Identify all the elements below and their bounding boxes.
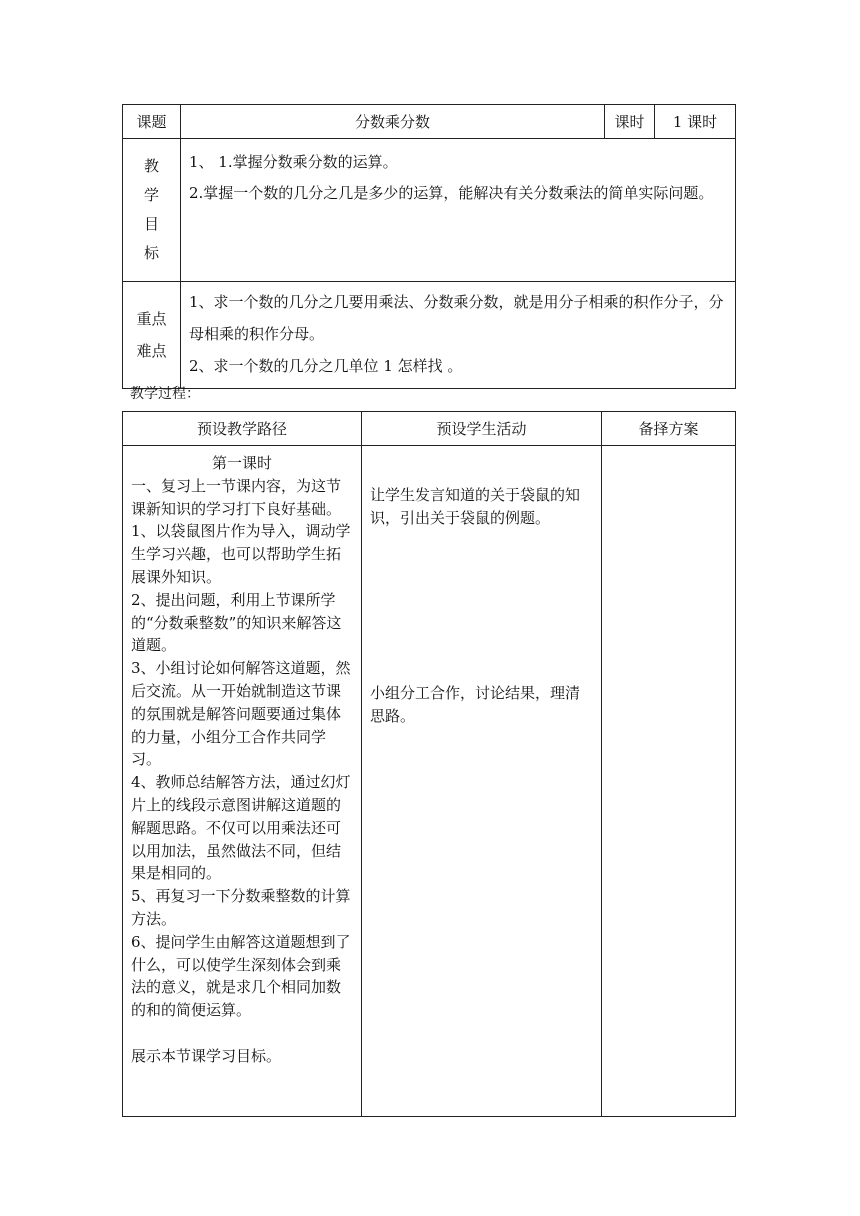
title-value: 分数乘分数 bbox=[181, 105, 605, 139]
key-line: 1、求一个数的几分之几要用乘法、分数乘分数，就是用分子相乘的积作分子，分母相乘的积作分母。 bbox=[189, 293, 724, 343]
path-item: 2、提出问题，利用上节课所学的“分数乘整数”的知识来解答这道题。 bbox=[131, 590, 342, 655]
process-label: 教学过程： bbox=[130, 386, 200, 402]
key-label-line: 重点 bbox=[136, 310, 167, 328]
goal-content bbox=[181, 139, 736, 282]
goal-label-char: 标 bbox=[143, 244, 159, 262]
header-alternatives: 备择方案 bbox=[602, 412, 736, 446]
lesson-title: 第一课时 bbox=[211, 454, 272, 472]
process-body-row bbox=[123, 446, 736, 1117]
activity-item: 让学生发言知道的关于袋鼠的知识，引出关于袋鼠的例题。 bbox=[370, 486, 581, 527]
header-teaching-path: 预设教学路径 bbox=[123, 412, 362, 446]
blank-line bbox=[131, 1022, 353, 1045]
goal-line: 1、 1.掌握分数乘分数的运算。 bbox=[189, 153, 398, 171]
goal-label bbox=[123, 152, 180, 268]
path-item: 1、以袋鼠图片作为导入，调动学生学习兴趣，也可以帮助学生拓展课外知识。 bbox=[131, 522, 351, 586]
lesson-info-table bbox=[122, 104, 736, 389]
path-item: 一、复习上一节课内容，为这节课新知识的学习打下良好基础。 bbox=[131, 476, 342, 518]
alternatives-cell bbox=[602, 446, 736, 1117]
path-item: 4、教师总结解答方法，通过幻灯片上的线段示意图讲解这道题的解题思路。不仅可以用乘法还可以用加法，虽然做法不同，但结果是相同的。 bbox=[131, 773, 351, 883]
goal-label-char: 目 bbox=[143, 215, 159, 233]
path-closing: 展示本节课学习目标。 bbox=[131, 1046, 282, 1065]
header-student-activity: 预设学生活动 bbox=[362, 412, 602, 446]
goal-label-char: 学 bbox=[143, 186, 159, 204]
teaching-process-table bbox=[122, 411, 736, 1117]
hours-value: 1 课时 bbox=[655, 105, 736, 139]
hours-label: 课时 bbox=[605, 105, 655, 139]
goal-row bbox=[123, 139, 736, 282]
key-points-label bbox=[123, 282, 181, 389]
teaching-path-cell bbox=[123, 446, 362, 1117]
path-item: 5、再复习一下分数乘整数的计算方法。 bbox=[131, 887, 351, 928]
title-row bbox=[123, 105, 736, 139]
path-item: 6、提问学生由解答这道题想到了什么，可以使学生深刻体会到乘法的意义，就是求几个相同加数的和的简便运算。 bbox=[131, 932, 351, 1020]
process-header-row bbox=[123, 412, 736, 446]
goal-line: 2.掌握一个数的几分之几是多少的运算，能解决有关分数乘法的简单实际问题。 bbox=[189, 184, 714, 202]
goal-label-cell bbox=[123, 139, 181, 282]
key-points-content bbox=[181, 282, 736, 389]
key-points-row bbox=[123, 282, 736, 389]
key-line: 2、求一个数的几分之几单位 1 怎样找 。 bbox=[189, 357, 463, 375]
key-label-line: 难点 bbox=[136, 342, 167, 360]
student-activity-cell bbox=[362, 446, 602, 1117]
path-item: 3、小组讨论如何解答这道题，然后交流。从一开始就制造这节课的氛围就是解答问题要通过集体的力量，小组分工合作共同学习。 bbox=[131, 659, 351, 769]
title-label: 课题 bbox=[123, 105, 181, 139]
goal-label-char: 教 bbox=[143, 157, 159, 175]
activity-item: 小组分工合作，讨论结果，理清思路。 bbox=[370, 684, 581, 725]
